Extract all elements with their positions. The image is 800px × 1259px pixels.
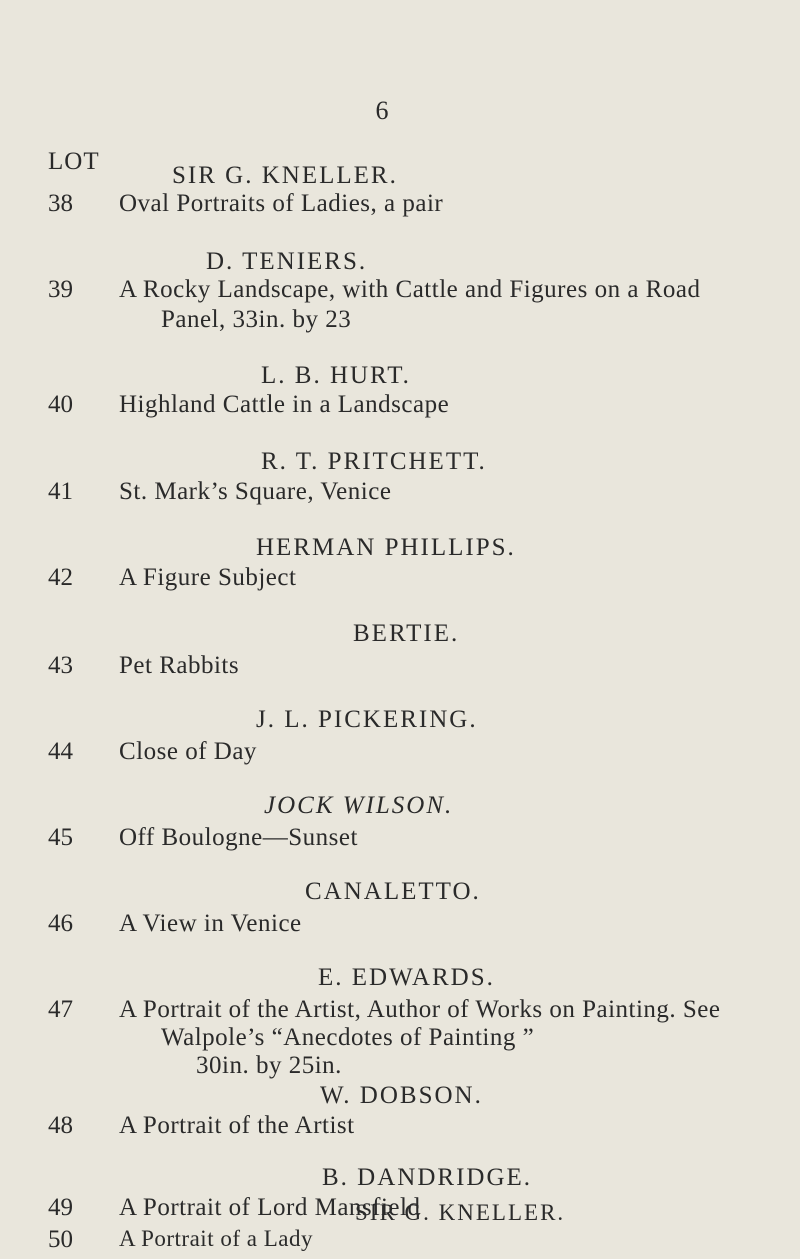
lot-number: 38 (48, 190, 73, 217)
artist-name: E. EDWARDS. (318, 964, 495, 991)
lot-title: A Figure Subject (119, 564, 297, 591)
lot-detail: Panel, 33in. by 23 (161, 306, 352, 333)
artist-name: CANALETTO. (305, 878, 481, 905)
lot-number: 48 (48, 1112, 73, 1139)
lot-title: St. Mark’s Square, Venice (119, 478, 392, 505)
lot-column-header: LOT (48, 148, 100, 175)
lot-title: Off Boulogne—Sunset (119, 824, 358, 851)
lot-number: 41 (48, 478, 73, 505)
lot-title: A Portrait of the Artist, Author of Works on Painting. See (119, 996, 721, 1023)
lot-number: 50 (48, 1226, 73, 1253)
artist-name: R. T. PRITCHETT. (261, 448, 487, 475)
lot-title: Highland Cattle in a Landscape (119, 391, 450, 418)
artist-name: W. DOBSON. (320, 1082, 483, 1109)
lot-title: A View in Venice (119, 910, 302, 937)
lot-number: 42 (48, 564, 73, 591)
lot-number: 43 (48, 652, 73, 679)
artist-name: L. B. HURT. (261, 362, 411, 389)
lot-title: Oval Portraits of Ladies, a pair (119, 190, 444, 217)
page-number: 6 (375, 96, 389, 125)
artist-name: B. DANDRIDGE. (322, 1164, 533, 1191)
lot-number: 39 (48, 276, 73, 303)
artist-name: D. TENIERS. (206, 248, 368, 275)
artist-name: J. L. PICKERING. (256, 706, 478, 733)
artist-name: HERMAN PHILLIPS. (256, 534, 516, 561)
lot-number: 44 (48, 738, 73, 765)
lot-title: A Portrait of the Artist (119, 1112, 355, 1139)
lot-title: A Rocky Landscape, with Cattle and Figures on a Road (119, 276, 701, 303)
lot-detail: Walpole’s “Anecdotes of Painting ” (161, 1024, 535, 1051)
lot-detail: 30in. by 25in. (196, 1052, 342, 1079)
artist-name: JOCK WILSON. (264, 792, 454, 819)
artist-name: SIR G. KNELLER. (172, 162, 398, 189)
lot-title: Pet Rabbits (119, 652, 240, 679)
artist-name: SIR G. KNELLER. (355, 1200, 566, 1225)
lot-number: 40 (48, 391, 73, 418)
artist-name: BERTIE. (353, 620, 460, 647)
lot-title: A Portrait of a Lady (119, 1226, 313, 1251)
lot-number: 49 (48, 1194, 73, 1221)
lot-number: 46 (48, 910, 73, 937)
lot-title: A Portrait of Lord Mansfield (119, 1194, 421, 1221)
lot-title: Close of Day (119, 738, 257, 765)
lot-number: 45 (48, 824, 73, 851)
lot-number: 47 (48, 996, 73, 1023)
